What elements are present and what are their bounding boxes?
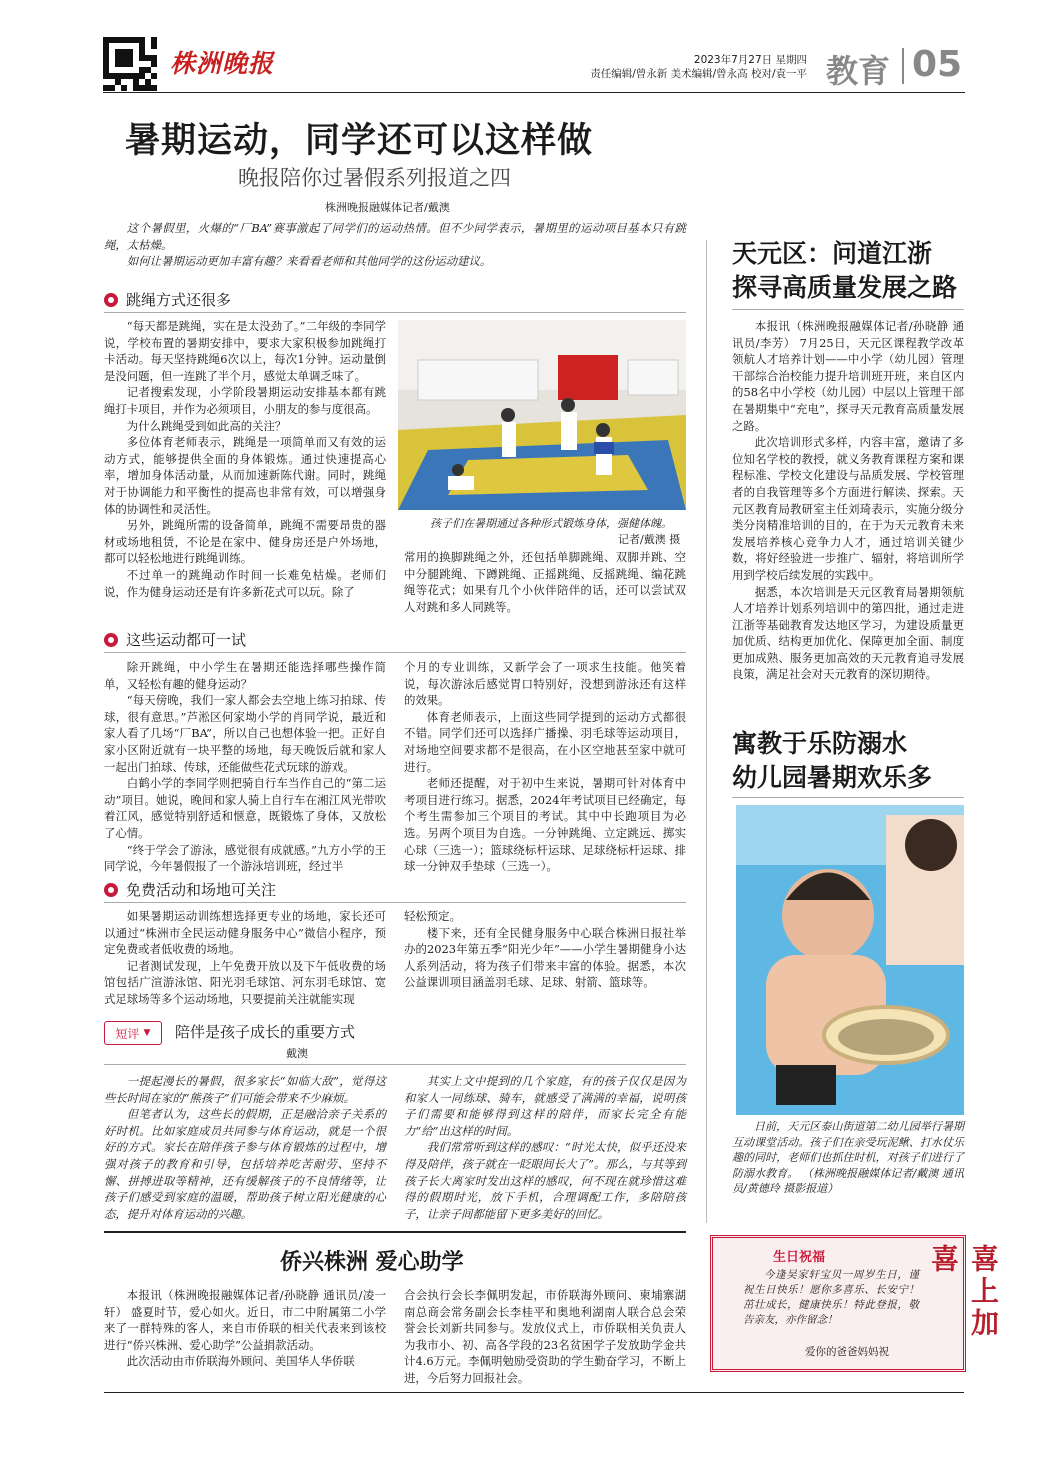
article-column: [404, 1287, 686, 1387]
paragraph: 白鹤小学的李同学则把骑自行车当作自己的“第二运动”项目。她说，晚间和家人骑上自行车在湘江风光带吹着江风，感觉特别舒适和惬意，既锻炼了身体，又放松了心情。: [104, 776, 386, 840]
bullet-icon: [104, 293, 118, 307]
paragraph: 记者测试发现，上午免费开放以及下午低收费的场馆包括广渲游泳馆、阳光羽毛球馆、河东羽毛球馆、宽式足球场等多个运动场地，只要提前关注就能实现: [104, 958, 386, 1006]
paragraph: “每天傍晚，我们一家人都会去空地上练习拍球、传球，很有意思。”芦淞区何家坳小学的肖同学说，最近和家人看了几场“厂BA”，所以自己也想体验一把。正好自家小区附近就有一块平整的场地，每天晚饭后就和家人一起出门拍球、传球，还能做些花式玩球的游戏。: [104, 693, 386, 774]
section-heading: [104, 879, 276, 900]
paragraph: 记者搜索发现，小学阶段暑期运动安排基本都有跳绳打卡项目，并作为必须项目，小朋友的参与度很高。: [104, 385, 386, 416]
paragraph: 如果暑期运动训练想选择更专业的场地，家长还可以通过“株洲市全民运动健身服务中心”微信小程序，预定免费或者低收费的场地。: [104, 909, 386, 957]
photo-caption: 孩子们在暑期通过各种形式锻炼身体，强健体魄。: [430, 517, 672, 530]
qr-code: [103, 37, 157, 91]
photo-credit: 记者/戴澳 摄: [618, 533, 681, 546]
section-name: 教育: [826, 52, 891, 90]
bullet-icon: [104, 633, 118, 647]
footer-rule: [104, 1392, 964, 1393]
intro: [104, 220, 686, 270]
comment-rule: [104, 1064, 686, 1065]
comment-column: [104, 1073, 386, 1222]
paragraph: 我们常常听到这样的感叹：“时光太快，似乎还没来得及陪伴，孩子就在一眨眼间长大了”。那么，与其等到孩子长大离家时发出这样的感叹，何不现在就珍惜这难得的假期时光，放下手机，合理调配工作，多陪陪孩子，让亲子间都能留下更多美好的回忆。: [404, 1140, 686, 1221]
main-subhead: 晚报陪你过暑假系列报道之四: [238, 166, 511, 190]
sidebar-headline-line: 幼儿园暑期欢乐多: [732, 763, 933, 792]
section-title: 跳绳方式还很多: [126, 291, 232, 309]
comment-tag: [104, 1021, 162, 1045]
sidebar-headline: [732, 727, 932, 795]
section-title: 这些运动都可一试: [126, 631, 247, 649]
paragraph: 常用的换脚跳绳之外，还包括单脚跳绳、双脚并跳、空中分腿跳绳、下蹲跳绳、正摇跳绳、反摇跳绳、编花跳绳等花式；如果有几个小伙伴陪伴的话，还可以尝试双人对跳和多人同跳等。: [404, 550, 686, 614]
sidebar-headline: [732, 237, 957, 305]
wish-body: [743, 1268, 919, 1328]
paragraph: 今逢吴家轩宝贝一周岁生日，谨祝生日快乐！愿你多喜乐、长安宁！茁壮成长，健康快乐！特此登报，敬告亲友，亦作留念！: [743, 1269, 919, 1326]
editors-line: 责任编辑/曾永新 美术编辑/曾永高 校对/袁一平: [590, 68, 807, 80]
paragraph: 老师还提醒，对于初中生来说，暑期可针对体育中考项目进行练习。据悉，2024年考试项目已经确定，每个考生需参加三个项目的考试。其中中长跑项目为必选。另两个项目为自选。一分钟跳绳、立定跳远、掷实心球（三选一）；篮球绕标杆运球、足球绕标杆运球、排球一分钟双手垫球（三选一）。: [404, 776, 686, 874]
wish-title: 生日祝福: [773, 1250, 826, 1265]
paragraph: 据悉，本次培训是天元区教育局暑期领航人才培养计划系列培训中的第四批，通过走进江浙等基础教育发达地区学习，为建设质量更加优质、结构更加优化、保障更加全面、制度更加成熟、服务更加高效的天元教育追寻发展良策，满足社会对天元教育的深切期待。: [732, 584, 964, 682]
paragraph: 多位体育老师表示，跳绳是一项简单而又有效的运动方式，能够提供全面的身体锻炼。通过快速提高心率，增加身体活动量，从而加速新陈代谢。同时，跳绳对于协调能力和平衡性的提高也非常有效，可以增强身体的协调性和灵活性。: [104, 435, 386, 516]
comment-column: [404, 1073, 686, 1222]
paragraph: 本报讯（株洲晚报融媒体记者/孙晓静 通讯员/李芳） 7月25日，天元区课程教学改革领航人才培养计划——中小学（幼儿园）管理干部综合治校能力提升培训班开班，来自区内的58名中小学校（幼儿园）中层以上管理干部在暑期集中“充电”，探寻天元教育高质量发展之路。: [732, 319, 964, 433]
paragraph: 一提起漫长的暑假，很多家长“如临大敌”，觉得这些长时间在家的“熊孩子”们可能会带来不少麻烦。: [104, 1074, 386, 1105]
sidebar-article: [732, 318, 964, 683]
paragraph: 为什么跳绳受到如此高的关注？: [126, 418, 287, 433]
chevron-down-icon: ▼: [143, 1028, 151, 1038]
paragraph: 本报讯（株洲晚报融媒体记者/孙晓静 通讯员/凌一轩） 盛夏时节，爱心如火。近日，市二中附属第二小学来了一群特殊的客人，来自市侨联的相关代表来到该校进行“侨兴株洲、爱心助学”公益捐款活动。: [104, 1288, 386, 1352]
paragraph: 但笔者认为，这些长的假期，正是融洽亲子关系的好时机。比如家庭成员共同参与体育运动，就是一个很好的方式。家长在陪伴孩子参与体育锻炼的过程中，增强对孩子的教育和引导，包括培养吃苦耐劳、坚持不懈、拼搏进取等精神，还有缓解孩子的不良情绪等，让孩子们感受到家庭的温暖，帮助孩子树立阳光健康的心态，提升对体育运动的兴趣。: [104, 1107, 386, 1221]
section-heading: [104, 289, 231, 310]
section-divider: [902, 48, 904, 84]
paragraph: 轻松预定。: [404, 909, 461, 923]
sidebar-headline-line: 天元区：问道江浙: [732, 239, 933, 268]
sidebar-headline-line: 寓教于乐防溺水: [732, 729, 908, 758]
column-divider: [706, 240, 707, 1223]
paragraph: 此次培训形式多样，内容丰富，邀请了多位知名学校的教授，就义务教育课程方案和课程标准、学校文化建设与品质发展、学校管理者的自我管理等多个方面进行解读、探索。天元区教育局教研室主任刘琦表示，实施分级分类分岗精准培训的目的，在于为天元教育未来发展培养核心竞争力人才，通过培训关键少数，将好经验进一步推广、辐射，将培训所学用到学校后续发展的实践中。: [732, 435, 964, 582]
wish-vertical-text: 喜上加喜: [927, 1244, 1000, 1340]
paragraph: 此次活动由市侨联海外顾问、美国华人华侨联: [126, 1354, 355, 1369]
paragraph: 合会执行会长李佩明发起，市侨联海外顾问、柬埔寨湖南总商会常务副会长李桂平和奥地利湖南人联合总会荣誉会长刘新共同参与。发放仪式上，市侨联相关负责人为我市小、初、高各学段的23名贫困学子发放助学金共计4.6万元。李佩明勉励受资助的学生勤奋学习，不断上进，今后努力回报社会。: [404, 1288, 686, 1385]
photo-caption: [732, 1119, 964, 1197]
article-column: [104, 659, 386, 875]
bullet-icon: [104, 883, 118, 897]
sidebar-headline-line: 探寻高质量发展之路: [732, 273, 958, 302]
main-headline: 暑期运动，同学还可以这样做: [125, 121, 594, 161]
main-byline: 株洲晚报融媒体记者/戴澳: [325, 201, 450, 214]
intro-paragraph: 如何让暑期运动更加丰富有趣？来看看老师和其他同学的这份运动建议。: [126, 254, 492, 269]
paragraph: 其实上文中提到的几个家庭，有的孩子仅仅是因为和家人一同练球、骑车，就感受了满满的幸福，说明孩子们需要和能够得到这样的陪伴，而家长完全有能力“给”出这样的时间。: [404, 1074, 686, 1138]
wish-sign: 爱你的爸爸妈妈祝: [805, 1346, 889, 1358]
paragraph: “终于学会了游泳，感觉很有成就感。”九方小学的王同学说，今年暑假报了一个游泳培训班，经过半: [104, 842, 386, 874]
article-column: [404, 549, 686, 615]
sidebar-rule: [732, 309, 964, 310]
intro-paragraph: 这个暑假里，火爆的“厂BA”赛事激起了同学们的运动热情。但不少同学表示，暑期里的运动项目基本只有跳绳，太枯燥。: [104, 221, 686, 252]
paragraph: 体育老师表示，上面这些同学提到的运动方式都很不错。同学们还可以选择广播操、羽毛球等运动项目，对场地空间要求都不是很高，在小区空地甚至家中就可进行。: [404, 709, 686, 774]
qr-module: [151, 85, 157, 91]
section-rule: [104, 902, 686, 903]
section-rule: [104, 312, 686, 313]
sidebar-rule: [732, 797, 964, 798]
paragraph: 个月的专业训练，又新学会了一项求生技能。他笑着说，每次游泳后感觉胃口特别好，没想到游泳还有这样的效果。: [404, 660, 686, 708]
section-title: 免费活动和场地可关注: [126, 881, 277, 899]
paragraph: “每天都是跳绳，实在是太没劲了。”二年级的李同学说，学校布置的暑期安排中，要求大家积极参加跳绳打卡活动。每天坚持跳绳6次以上，每次1分钟。运动量倒是没问题，但一连跳了半个月，感觉太单调乏味了。: [104, 319, 386, 383]
page-number: 05: [912, 44, 963, 85]
paragraph: 除开跳绳，中小学生在暑期还能选择哪些操作简单，又轻松有趣的健身运动？: [104, 660, 386, 691]
paragraph: 楼下来，还有全民健身服务中心联合株洲日报社举办的2023年第五季“阳光少年”——小学生暑期健身小达人系列活动，将为孩子们带来丰富的体验。据悉，本次公益课训项目涵盖羽毛球、足球、射箭、篮球等。: [404, 925, 686, 990]
bottom-headline: 侨兴株洲 爱心助学: [280, 1249, 464, 1275]
swimming-photo: [736, 805, 964, 1115]
taekwondo-photo: [398, 320, 686, 510]
comment-title: 陪伴是孩子成长的重要方式: [175, 1023, 356, 1041]
paragraph: 另外，跳绳所需的设备简单，跳绳不需要昂贵的器材或场地租赁，不论是在家中、健身房还是户外场地，都可以轻松地进行跳绳训练。: [104, 518, 386, 566]
section-rule: [104, 652, 686, 653]
section-heading: [104, 629, 246, 650]
header-rule: [103, 92, 965, 93]
article-column: [404, 908, 686, 991]
birthday-wish-box: [710, 1235, 1000, 1372]
comment-author: 戴澳: [286, 1047, 308, 1060]
article-column: [404, 659, 686, 875]
comment-tag-label: 短评: [115, 1026, 140, 1041]
article-column: [104, 1287, 386, 1370]
article-column: [104, 318, 386, 600]
bottom-rule: [104, 1231, 686, 1233]
article-column: [104, 908, 386, 1008]
date-line: 2023年7月27日 星期四: [693, 54, 807, 66]
paragraph: 日前，天元区泰山街道第二幼儿园举行暑期互动课堂活动。孩子们在亲受玩泥鳅、打水仗乐趣的同时，老师们也抓住时机，对孩子们进行了防溺水教育。 （株洲晚报融媒体记者/戴澳 通讯员/黄德玲 摄影报道）: [732, 1120, 964, 1195]
paragraph: 不过单一的跳绳动作时间一长难免枯燥。老师们说，作为健身运动还是有许多新花式可以玩。除了: [104, 567, 386, 599]
newspaper-logo: 株洲晚报: [170, 49, 275, 78]
